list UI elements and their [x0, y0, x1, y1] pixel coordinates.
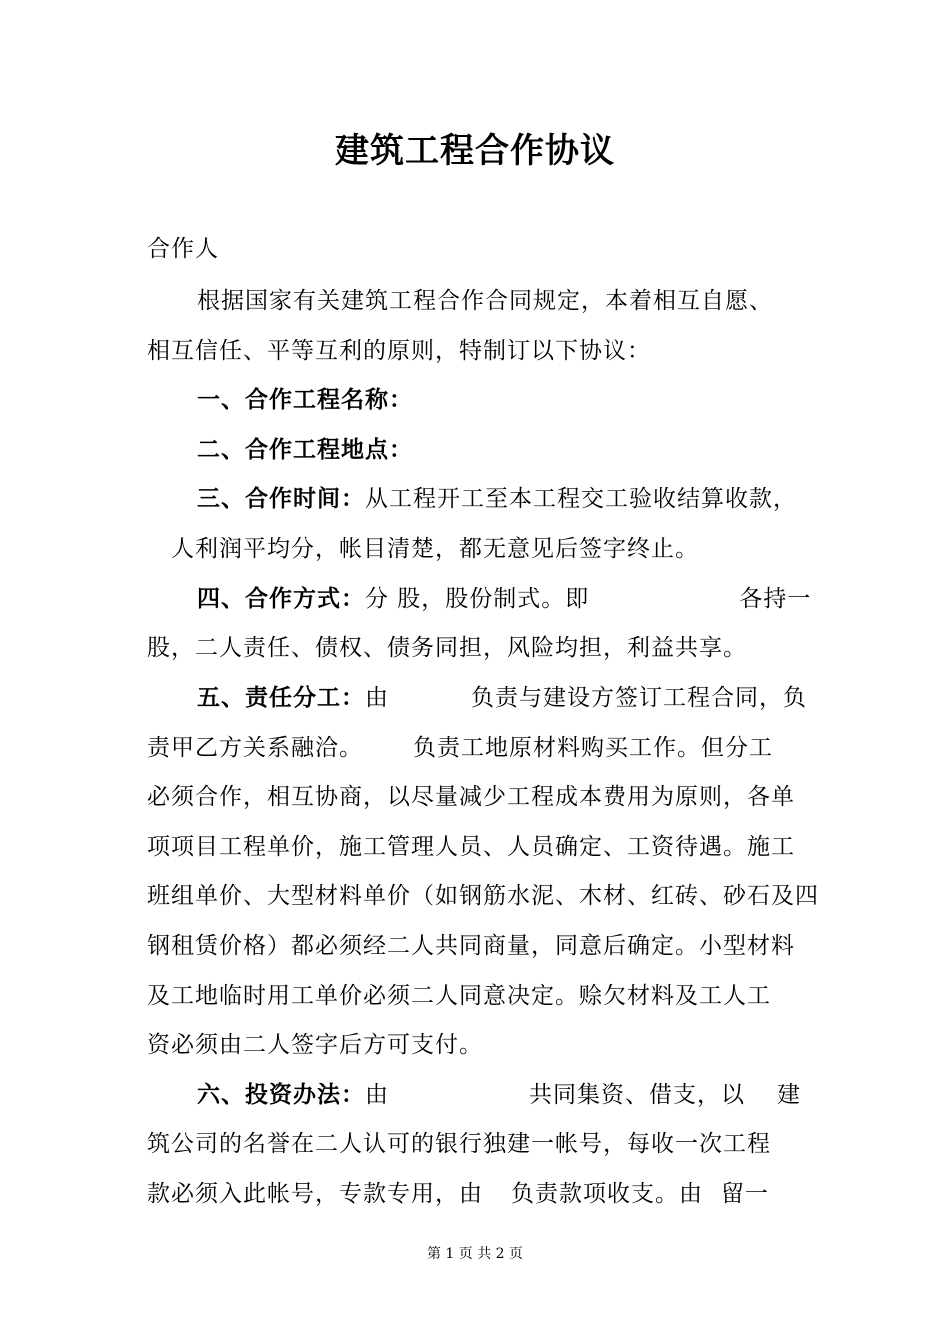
section-6-line-1 — [197, 1078, 857, 1112]
section-6-text-3c: 留一 — [721, 1181, 769, 1207]
section-4-title: 四、合作方式： — [197, 585, 365, 612]
intro-line-2: 相互信任、平等互利的原则，特制订以下协议： — [147, 338, 651, 364]
section-5-line-5: 班组单价、大型材料单价（如钢筋水泥、木材、红砖、砂石及四 — [147, 883, 819, 909]
section-6-text-3b: 负责款项收支。由 — [511, 1181, 703, 1207]
section-2-title: 二、合作工程地点： — [197, 436, 413, 463]
section-6-text-1c: 建 — [777, 1082, 801, 1108]
section-5-line-2 — [147, 731, 807, 765]
section-5-text-2a: 责甲乙方关系融洽。 — [147, 735, 363, 761]
section-3-title: 三、合作时间： — [197, 485, 365, 512]
section-4-line-2: 股，二人责任、债权、债务同担，风险均担，利益共享。 — [147, 635, 747, 661]
section-6-text-3a: 款必须入此帐号，专款专用，由 — [147, 1181, 483, 1207]
page-footer: 第 1 页 共 2 页 — [426, 1246, 524, 1262]
section-5-line-3: 必须合作，相互协商，以尽量减少工程成本费用为原则，各单 — [147, 784, 795, 810]
section-6-title: 六、投资办法： — [197, 1081, 365, 1108]
section-1-title: 一、合作工程名称： — [197, 386, 413, 413]
section-5-text-1a: 由 — [365, 685, 389, 711]
section-6-text-1b: 共同集资、借支，以 — [529, 1082, 745, 1108]
section-5-line-7: 及工地临时用工单价必须二人同意决定。赊欠材料及工人工 — [147, 983, 771, 1009]
section-6-text-1a: 由 — [365, 1082, 389, 1108]
section-1-heading — [197, 383, 857, 417]
section-5-title: 五、责任分工： — [197, 684, 365, 711]
section-5-line-8: 资必须由二人签字后方可支付。 — [147, 1032, 483, 1058]
section-4-line-1 — [197, 582, 857, 616]
section-6-line-3 — [147, 1177, 807, 1211]
section-5-line-6: 钢租赁价格）都必须经二人共同商量，同意后确定。小型材料 — [147, 933, 795, 959]
section-3-line-1 — [197, 482, 857, 516]
section-4-text-1a: 分 股，股份制式。即 — [365, 586, 590, 612]
section-6-line-2: 筑公司的名誉在二人认可的银行独建一帐号，每收一次工程 — [147, 1131, 771, 1157]
section-5-line-1 — [197, 681, 857, 715]
section-2-heading — [197, 433, 857, 467]
section-5-text-1b: 负责与建设方签订工程合同，负 — [471, 685, 807, 711]
section-5-line-4: 项项目工程单价，施工管理人员、人员确定、工资待遇。施工 — [147, 834, 795, 860]
partner-line: 合作人 — [147, 236, 219, 262]
section-4-text-1b: 各持一 — [739, 586, 812, 612]
section-5-text-2b: 负责工地原材料购买工作。但分工 — [413, 735, 773, 761]
section-3-text-1: 从工程开工至本工程交工验收结算收款， — [365, 486, 797, 512]
intro-line-1: 根据国家有关建筑工程合作合同规定，本着相互自愿、 — [197, 288, 773, 314]
section-3-line-2: 人利润平均分，帐目清楚，都无意见后签字终止。 — [171, 536, 699, 562]
document-title: 建筑工程合作协议 — [335, 131, 615, 171]
